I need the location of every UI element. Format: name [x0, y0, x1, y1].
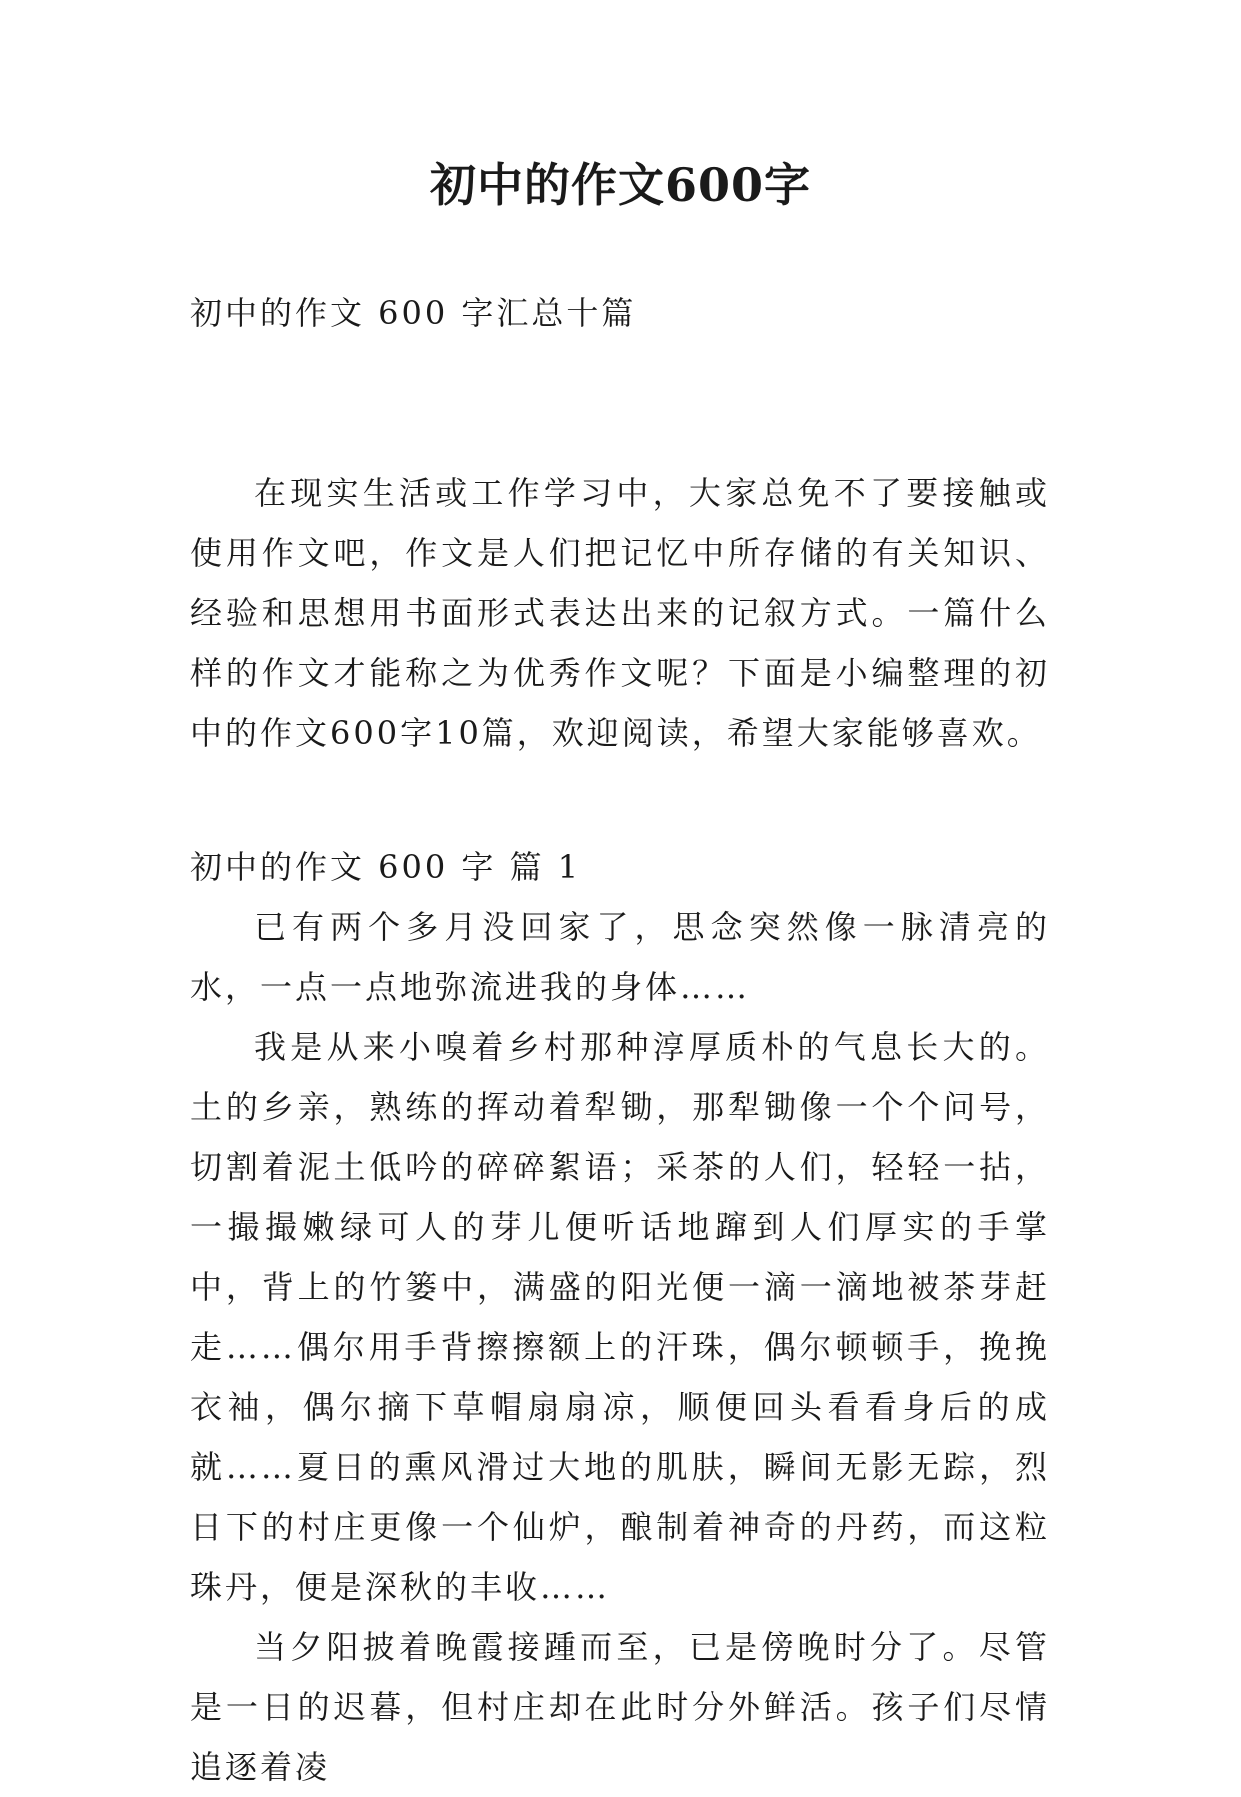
intro-paragraph: 在现实生活或工作学习中，大家总免不了要接触或使用作文吧，作文是人们把记忆中所存储的有关知识、经验和思想用书面形式表达出来的记叙方式。一篇什么样的作文才能称之为优秀作文呢？下面是小编整理的初中的作文600字10篇，欢迎阅读，希望大家能够喜欢。	[190, 474, 1050, 752]
section-heading: 初中的作文 600 字 篇 1	[190, 848, 582, 886]
body-paragraph: 当夕阳披着晚霞接踵而至，已是傍晚时分了。尽管是一日的迟暮，但村庄却在此时分外鲜活。孩子们尽情追逐着凌	[190, 1628, 1050, 1786]
body-paragraph: 我是从来小嗅着乡村那种淳厚质朴的气息长大的。土的乡亲，熟练的挥动着犁锄，那犁锄像一个个问号，切割着泥土低吟的碎碎絮语；采茶的人们，轻轻一拈，一撮撮嫩绿可人的芽儿便听话地蹿到人们厚实的手掌中，背上的竹篓中，满盛的阳光便一滴一滴地被茶芽赶走……偶尔用手背擦擦额上的汗珠，偶尔顿顿手，挽挽衣袖，偶尔摘下草帽扇扇凉，顺便回头看看身后的成就……夏日的熏风滑过大地的肌肤，瞬间无影无踪，烈日下的村庄更像一个仙炉，酿制着神奇的丹药，而这粒珠丹，便是深秋的丰收……	[190, 1028, 1050, 1606]
body-paragraph: 已有两个多月没回家了，思念突然像一脉清亮的水，一点一点地弥流进我的身体……	[190, 908, 1050, 1006]
document-body	[190, 283, 1050, 1797]
document-title: 初中的作文600字	[429, 158, 812, 212]
document-subtitle: 初中的作文 600 字汇总十篇	[190, 294, 637, 332]
